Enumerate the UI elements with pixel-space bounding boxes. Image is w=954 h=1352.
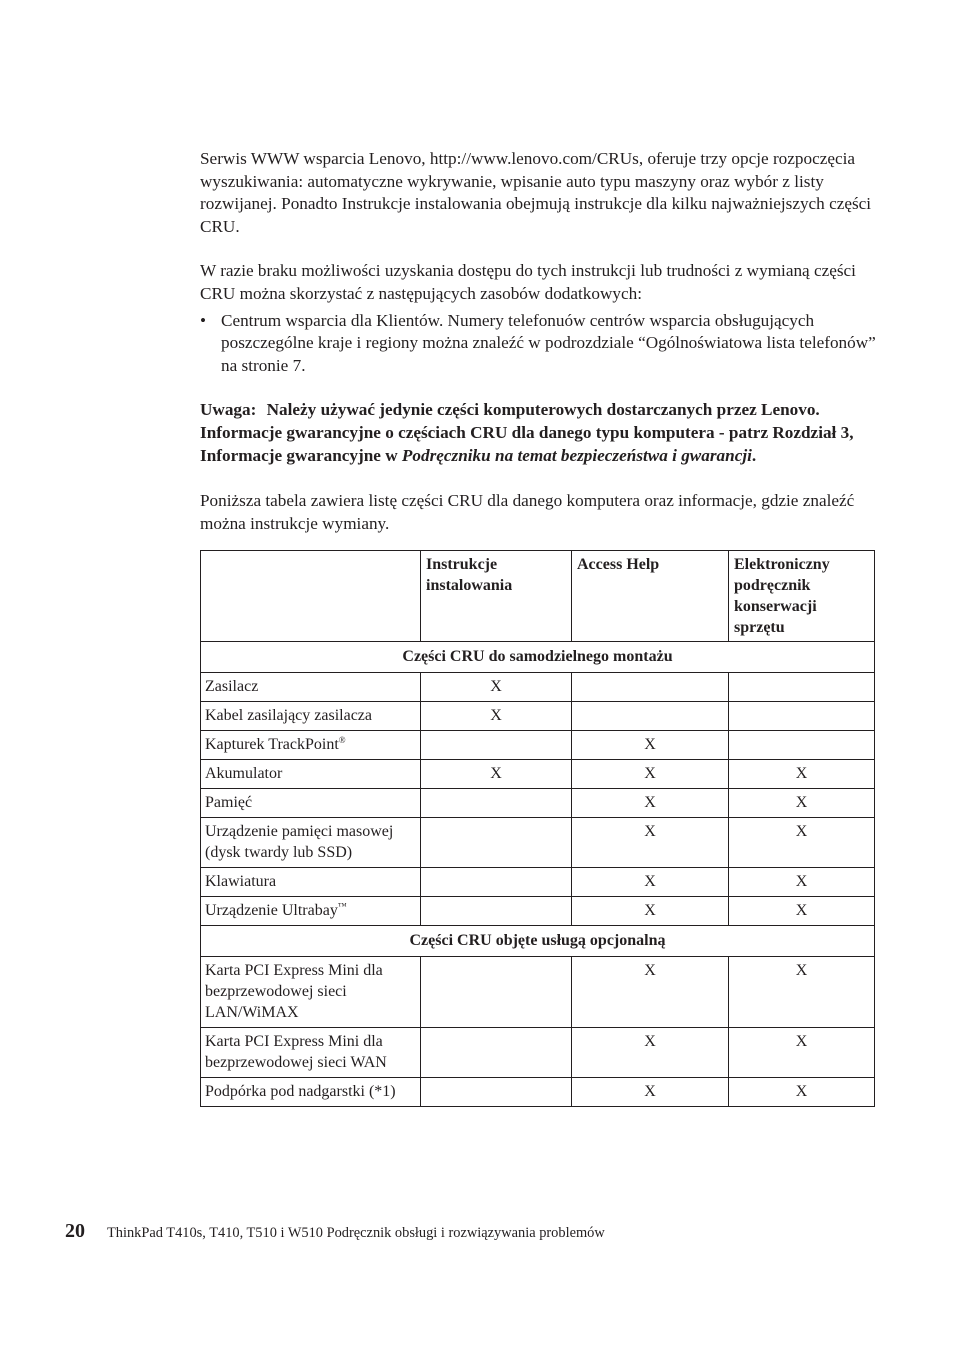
header-install-instructions: Instrukcje instalowania [421,551,572,642]
install-mark: X [421,673,572,702]
manual-mark: X [729,897,875,926]
part-name: Kabel zasilający zasilacza [201,702,421,731]
section-title: Części CRU do samodzielnego montażu [201,642,875,673]
help-mark: X [572,868,729,897]
part-name: Kapturek TrackPoint [205,736,339,754]
page-number: 20 [65,1220,85,1242]
install-mark: X [421,702,572,731]
manual-mark: X [729,868,875,897]
table-intro: Poniższa tabela zawiera listę części CRU dla danego komputera oraz informacje, gdzie znaleźć można instrukcje wymiany. [200,491,855,533]
table-row [201,702,875,731]
table-row [201,1028,875,1078]
help-mark: X [572,731,729,760]
bullet-icon: • [200,310,207,330]
paragraph-additional-resources: W razie braku możliwości uzyskania dostępu do tych instrukcji lub trudności z wymianą części CRU można skorzystać z następujących zasobów dodatkowych: [200,261,856,303]
list-item-text: Centrum wsparcia dla Klientów. Numery telefonuów centrów wsparcia obsługujących poszczególne kraje i regiony można znaleźć w podrozdziale “Ogólnoświatowa lista telefonów” na stronie 7. [221,310,876,375]
table-row [201,957,875,1028]
part-name: Zasilacz [201,673,421,702]
table-row [201,731,875,760]
page-content [200,148,876,1107]
manual-mark: X [729,818,875,868]
section-optional-service [201,926,875,957]
warranty-note [200,399,876,467]
manual-mark: X [729,760,875,789]
note-text: Należy używać jedynie części komputerowych dostarczanych przez Lenovo. Informacje gwarancyjne o częściach CRU dla danego typu komputera - patrz Rozdział 3, Informacje gwarancyjne w [200,400,854,465]
manual-mark: X [729,957,875,1028]
install-mark [421,789,572,818]
install-mark [421,1028,572,1078]
table-row [201,1078,875,1107]
trademark-mark: ™ [337,901,347,912]
page-footer [65,1220,605,1243]
help-mark: X [572,897,729,926]
install-mark [421,868,572,897]
table-row [201,760,875,789]
manual-mark [729,702,875,731]
install-mark [421,818,572,868]
registered-mark: ® [338,735,346,746]
header-access-help: Access Help [572,551,729,642]
part-name: Pamięć [201,789,421,818]
part-name: Akumulator [201,760,421,789]
header-hardware-manual: Elektroniczny podręcznik konserwacji sprzętu [729,551,875,642]
help-mark [572,673,729,702]
manual-mark: X [729,1028,875,1078]
table-header-row [201,551,875,642]
help-mark [572,702,729,731]
help-mark: X [572,789,729,818]
part-name: Podpórka pod nadgarstki (*1) [201,1078,421,1107]
part-name: Urządzenie pamięci masowej (dysk twardy lub SSD) [201,818,421,868]
help-mark: X [572,1028,729,1078]
help-mark: X [572,760,729,789]
install-mark [421,957,572,1028]
note-label: Uwaga: [200,400,257,420]
part-name: Karta PCI Express Mini dla bezprzewodowej sieci WAN [201,1028,421,1078]
table-row [201,868,875,897]
resource-list [200,310,876,378]
section-title: Części CRU objęte usługą opcjonalną [201,926,875,957]
part-name: Klawiatura [201,868,421,897]
part-name-cell [201,731,421,760]
install-mark [421,897,572,926]
table-row [201,789,875,818]
install-mark [421,1078,572,1107]
manual-mark [729,673,875,702]
manual-mark: X [729,789,875,818]
table-row [201,818,875,868]
paragraph-support-site: Serwis WWW wsparcia Lenovo, http://www.lenovo.com/CRUs, oferuje trzy opcje rozpoczęcia wyszukiwania: automatyczne wykrywanie, wpisanie auto typu maszyny oraz wybór z listy rozwijanej. Ponadto Instrukcje instalowania obejmują instrukcje dla kilku najważniejszych części CRU. [200,149,872,236]
section-self-service [201,642,875,673]
list-item [200,310,876,378]
note-end: . [751,445,757,465]
manual-mark [729,731,875,760]
cru-table [200,550,875,1107]
part-name: Karta PCI Express Mini dla bezprzewodowej sieci LAN/WiMAX [201,957,421,1028]
part-name: Urządzenie Ultrabay [205,902,338,920]
help-mark: X [572,1078,729,1107]
table-row [201,897,875,926]
header-empty [201,551,421,642]
help-mark: X [572,957,729,1028]
install-mark: X [421,760,572,789]
help-mark: X [572,818,729,868]
install-mark [421,731,572,760]
note-italic-title: Podręczniku na temat bezpieczeństwa i gwarancji [401,445,752,465]
manual-mark: X [729,1078,875,1107]
footer-title: ThinkPad T410s, T410, T510 i W510 Podręcznik obsługi i rozwiązywania problemów [107,1225,605,1241]
part-name-cell [201,897,421,926]
table-row [201,673,875,702]
